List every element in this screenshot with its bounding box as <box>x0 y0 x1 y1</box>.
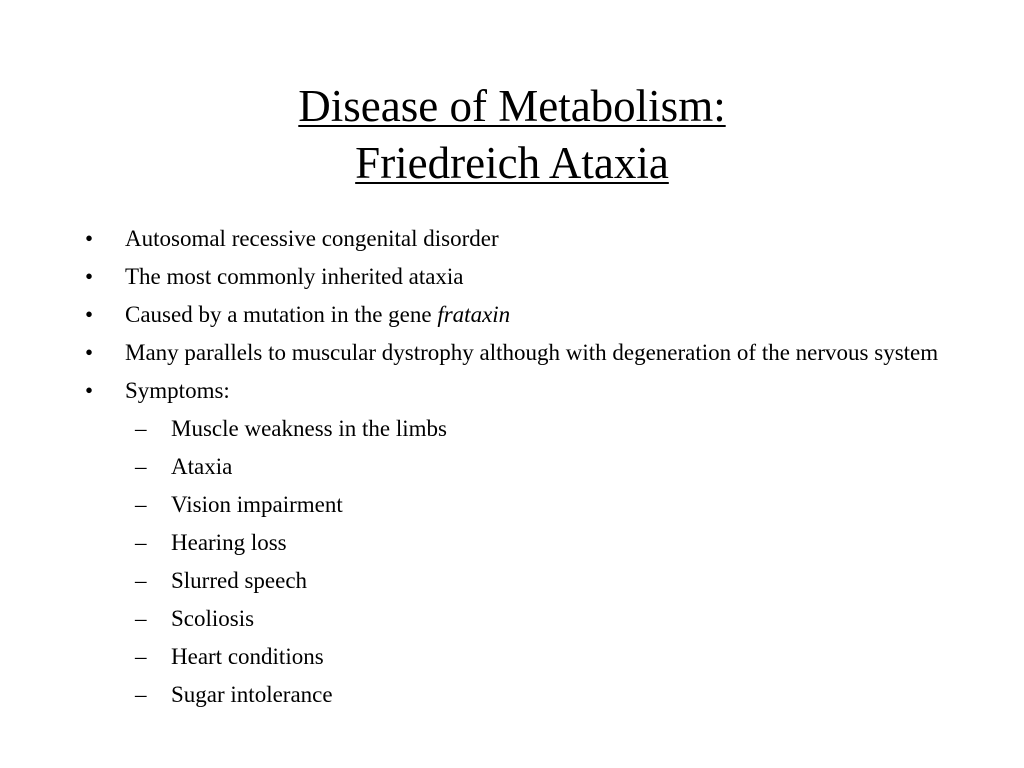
sub-marker: – <box>135 530 147 555</box>
symptom-item <box>85 414 965 444</box>
symptom-text: Hearing loss <box>171 530 287 555</box>
symptom-item <box>85 566 965 596</box>
bullet-text: Caused by a mutation in the gene <box>125 302 432 327</box>
title-line-1: Disease of Metabolism: <box>298 81 726 131</box>
bullet-item <box>85 224 965 254</box>
bullet-marker: • <box>85 302 94 327</box>
sub-marker: – <box>135 492 147 517</box>
sub-marker: – <box>135 644 147 669</box>
sub-marker: – <box>135 568 147 593</box>
bullet-text: Many parallels to muscular dystrophy although with degeneration of the nervous system <box>125 340 939 365</box>
symptom-item <box>85 528 965 558</box>
bullet-marker: • <box>85 226 94 251</box>
symptom-item <box>85 680 965 710</box>
slide-title <box>0 78 1024 192</box>
symptom-item <box>85 452 965 482</box>
bullet-marker: • <box>85 340 94 365</box>
bullet-marker: • <box>85 378 94 403</box>
sub-marker: – <box>135 606 147 631</box>
symptom-item <box>85 642 965 672</box>
title-line-2: Friedreich Ataxia <box>355 138 669 188</box>
bullet-item <box>85 338 965 368</box>
symptom-text: Slurred speech <box>171 568 308 593</box>
bullet-list <box>85 224 965 718</box>
bullet-text: The most commonly inherited ataxia <box>125 264 464 289</box>
symptom-text: Ataxia <box>171 454 233 479</box>
bullet-text: Symptoms: <box>125 378 230 403</box>
bullet-item <box>85 300 965 330</box>
bullet-text: Autosomal recessive congenital disorder <box>125 226 499 251</box>
sub-marker: – <box>135 682 147 707</box>
bullet-marker: • <box>85 264 94 289</box>
symptom-text: Scoliosis <box>171 606 255 631</box>
symptom-item <box>85 604 965 634</box>
symptom-item <box>85 490 965 520</box>
symptom-text: Vision impairment <box>171 492 343 517</box>
bullet-item <box>85 376 965 406</box>
sub-marker: – <box>135 454 147 479</box>
symptom-text: Muscle weakness in the limbs <box>171 416 447 441</box>
gene-name: frataxin <box>437 302 511 327</box>
bullet-item <box>85 262 965 292</box>
symptom-text: Heart conditions <box>171 644 324 669</box>
sub-marker: – <box>135 416 147 441</box>
symptom-text: Sugar intolerance <box>171 682 333 707</box>
